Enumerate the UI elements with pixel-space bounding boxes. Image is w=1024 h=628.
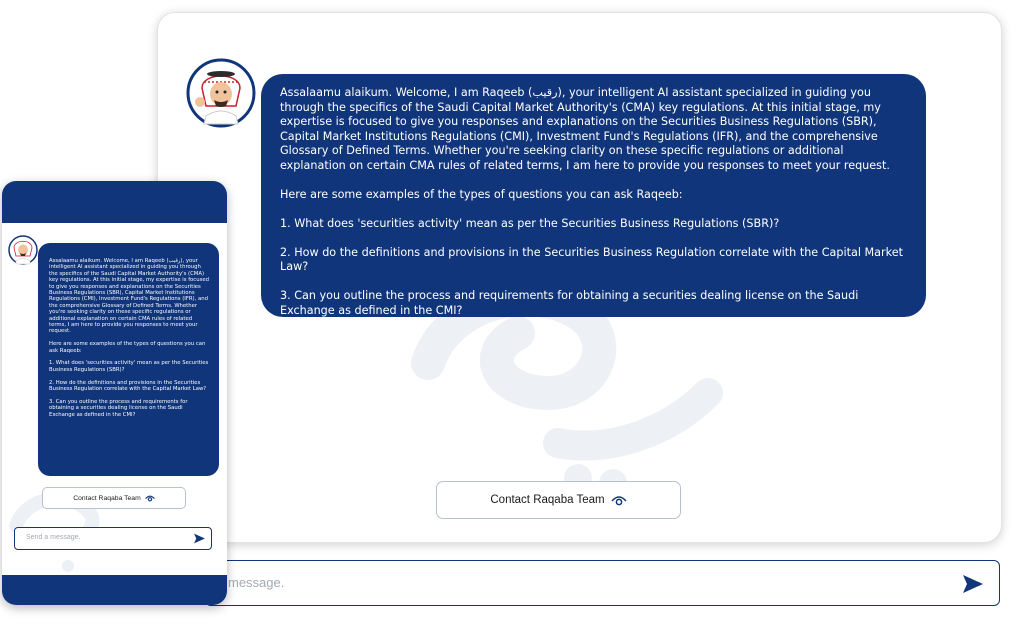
mobile-footer-bar xyxy=(2,575,227,605)
example-question-1: 1. What does 'securities activity' mean as per the Securities Business Regulations (SBR)? xyxy=(280,216,780,230)
examples-intro: Here are some examples of the types of questions you can ask Raqeeb: xyxy=(49,341,206,354)
welcome-paragraph: Assalaamu alaikum. Welcome, I am Raqeeb (رقيب), your intelligent AI assistant specialized in guiding you through the specifics of the Saudi Capital Market Authority's (CMA) key regulations. At this initial stage, my expertise is focused to give you responses and explanations on the Securities Business Regulations (SBR), Capital Market Institutions Regulations (CMI), Investment Fund's Regulations (IFR), and the comprehensive Glossary of Defined Terms. Whether you're seeking clarity on these specific regulations or additional explanation on certain CMA rules of related terms, I am here to provide you responses to meet your request. xyxy=(49,258,209,335)
welcome-paragraph: Assalaamu alaikum. Welcome, I am Raqeeb (رقيب), your intelligent AI assistant specialized in guiding you through the specifics of the Saudi Capital Market Authority's (CMA) key regulations. At this initial stage, my expertise is focused to give you responses and explanations on the Securities Business Regulations (SBR), Capital Market Institutions Regulations (CMI), Investment Fund's Regulations (IFR), and the comprehensive Glossary of Defined Terms. Whether you're seeking clarity on these specific regulations or additional explanation on certain CMA rules of related terms, I am here to provide you responses to meet your request. xyxy=(280,86,890,172)
input-placeholder: Send a message. xyxy=(26,534,81,541)
send-icon[interactable] xyxy=(961,573,985,595)
send-icon[interactable] xyxy=(193,532,206,545)
contact-button-label: Contact Raqaba Team xyxy=(73,494,141,502)
example-question-2: 2. How do the definitions and provisions in the Securities Business Regulation correlate with the Capital Market Law? xyxy=(280,245,903,273)
assistant-message-bubble xyxy=(261,74,926,317)
raqeeb-avatar-icon xyxy=(8,234,38,266)
raqeeb-avatar-icon xyxy=(186,58,256,128)
contact-team-button[interactable] xyxy=(42,487,186,509)
contact-button-label: Contact Raqaba Team xyxy=(490,494,605,506)
examples-intro: Here are some examples of the types of questions you can ask Raqeeb: xyxy=(280,187,683,201)
mobile-chat-screen xyxy=(2,181,227,605)
desktop-chat-window xyxy=(157,12,1002,543)
input-placeholder: message. xyxy=(228,575,285,590)
mobile-header-bar xyxy=(2,181,227,223)
raqaba-eye-icon xyxy=(145,494,155,502)
assistant-message-bubble xyxy=(38,243,219,476)
example-question-3: 3. Can you outline the process and requirements for obtaining a securities dealing license on the Saudi Exchange as defined in the CMI? xyxy=(280,289,859,317)
mobile-message-input[interactable] xyxy=(14,527,212,550)
desktop-message-input[interactable] xyxy=(205,560,1000,606)
raqaba-eye-icon xyxy=(611,494,627,506)
example-question-2: 2. How do the definitions and provisions in the Securities Business Regulation correlate with the Capital Market Law? xyxy=(49,379,207,393)
contact-team-button[interactable] xyxy=(436,481,681,519)
example-question-1: 1. What does 'securities activity' mean as per the Securities Business Regulations (SBR)? xyxy=(49,360,209,373)
example-question-3: 3. Can you outline the process and requirements for obtaining a securities dealing license on the Saudi Exchange as defined in the CMI? xyxy=(49,398,188,418)
